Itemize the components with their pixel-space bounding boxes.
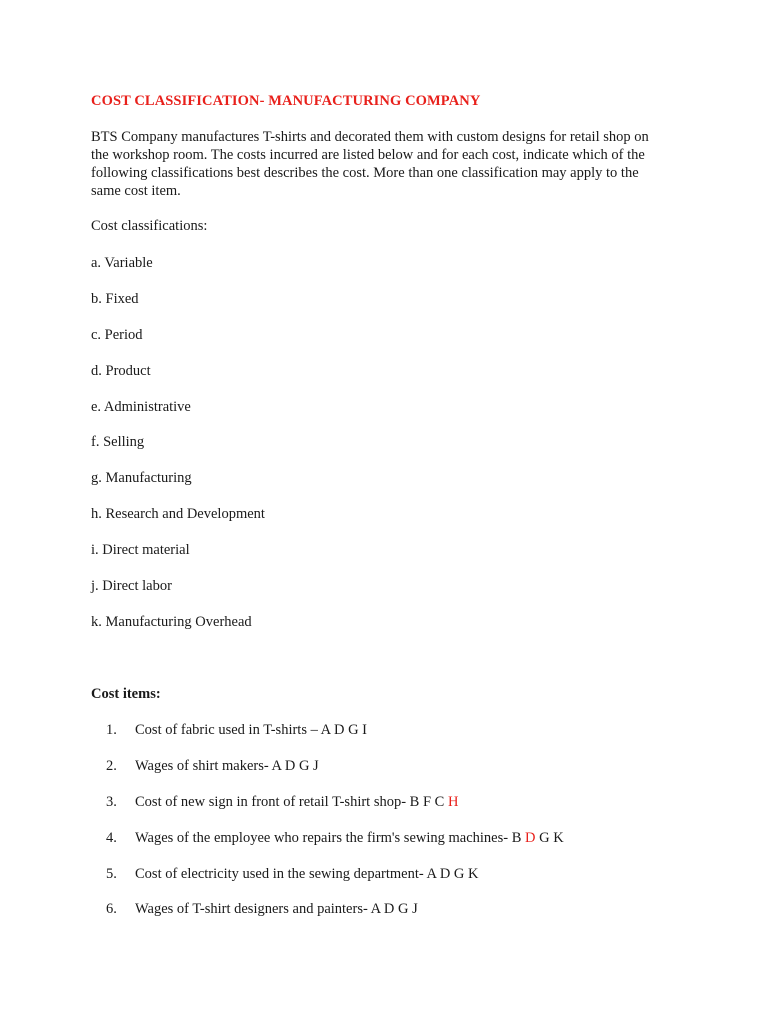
cost-item-number: 2. <box>106 757 117 774</box>
cost-item-text: Cost of new sign in front of retail T-shirt shop- B F C <box>135 793 448 810</box>
cost-items-heading: Cost items: <box>91 686 161 702</box>
cost-item-number: 6. <box>106 901 117 918</box>
cost-item-number: 5. <box>106 865 117 882</box>
classification-item: j. Direct labor <box>91 578 172 595</box>
classification-item: i. Direct material <box>91 542 190 559</box>
cost-item <box>106 829 564 865</box>
cost-item-text: Wages of T-shirt designers and painters- A D G J <box>135 901 418 918</box>
cost-item-text: Cost of fabric used in T-shirts – A D G I <box>135 722 367 738</box>
intro-line: BTS Company manufactures T-shirts and decorated them with custom designs for retail shop on <box>91 129 649 145</box>
cost-item-list <box>106 721 564 936</box>
cost-item <box>106 793 564 829</box>
cost-item <box>106 900 564 936</box>
intro-line: the workshop room. The costs incurred are listed below and for each cost, indicate which of the <box>91 147 645 163</box>
intro-paragraph <box>91 128 691 200</box>
cost-item-highlight: D <box>525 829 536 846</box>
cost-item-number: 3. <box>106 793 117 810</box>
classification-item: c. Period <box>91 326 143 343</box>
classification-item: d. Product <box>91 362 151 379</box>
cost-item-number: 1. <box>106 722 117 738</box>
classification-list <box>91 254 265 649</box>
intro-line: following classifications best describes the cost. More than one classification may apply to the <box>91 165 639 181</box>
classifications-heading: Cost classifications: <box>91 218 208 234</box>
cost-item-number: 4. <box>106 829 117 846</box>
cost-item <box>106 757 564 793</box>
intro-line: same cost item. <box>91 183 181 199</box>
cost-item <box>106 721 564 757</box>
cost-item-text: Wages of the employee who repairs the firm's sewing machines- B <box>135 829 526 846</box>
classification-item: k. Manufacturing Overhead <box>91 613 252 630</box>
document-title: COST CLASSIFICATION- MANUFACTURING COMPANY <box>91 93 481 109</box>
cost-item-text: Cost of electricity used in the sewing department- A D G K <box>135 865 479 882</box>
cost-item-after: G K <box>535 829 564 846</box>
cost-item-text: Wages of shirt makers- A D G J <box>135 757 319 774</box>
classification-item: g. Manufacturing <box>91 470 192 487</box>
classification-item: b. Fixed <box>91 290 139 307</box>
classification-item: e. Administrative <box>91 398 191 415</box>
classification-item: a. Variable <box>91 255 153 271</box>
classification-item: f. Selling <box>91 434 145 451</box>
classification-item: h. Research and Development <box>91 506 265 523</box>
cost-item-highlight: H <box>447 793 459 810</box>
cost-item <box>106 865 564 901</box>
